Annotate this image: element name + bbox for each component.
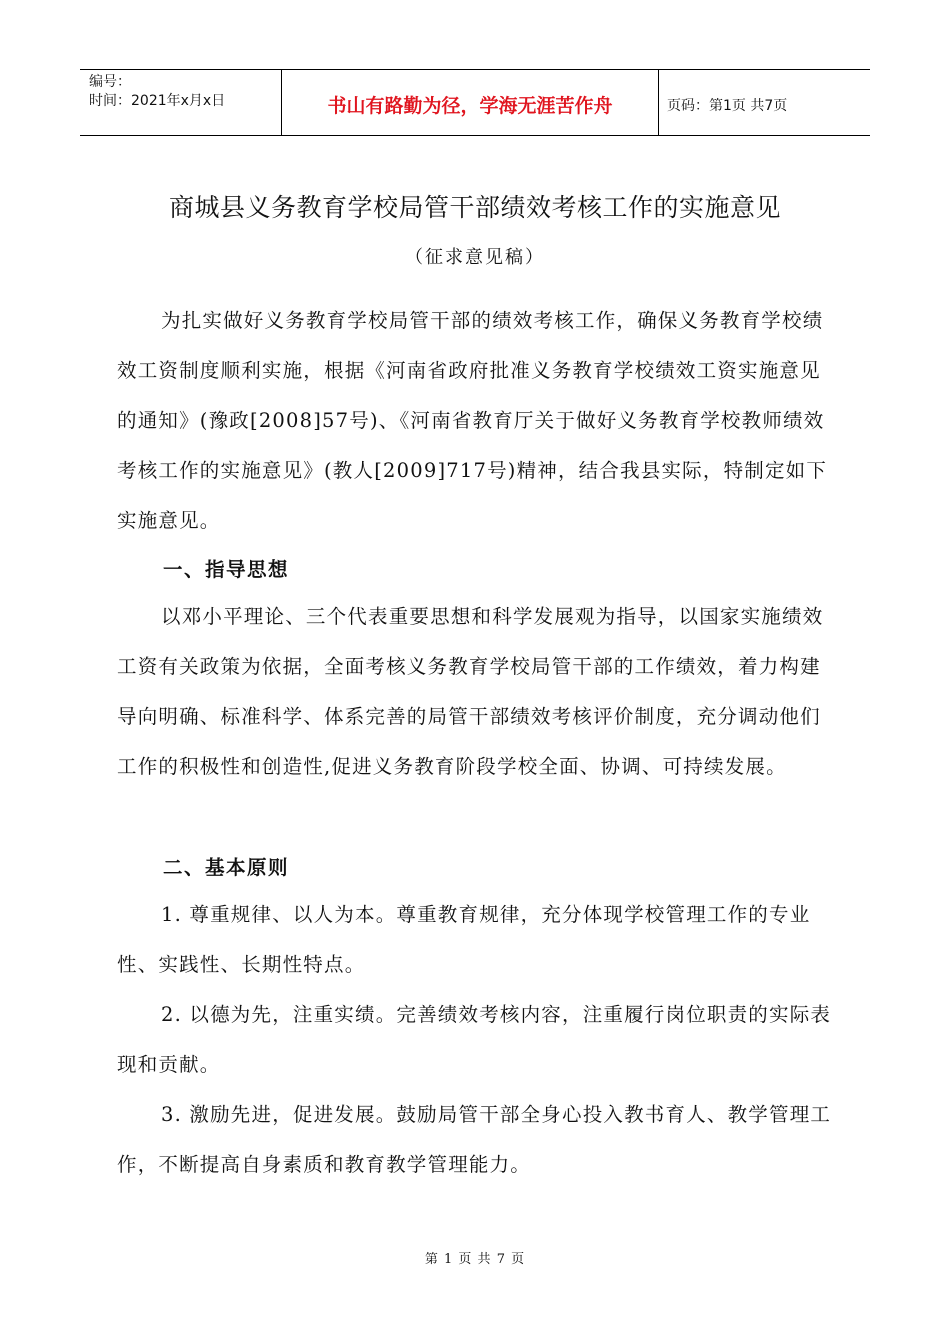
document-date-label: 时间：2021年x月x日 xyxy=(89,93,226,109)
principle-text: 3. 激励先进，促进发展。鼓励局管干部全身心投入教书育人、教学管理工作，不断提高自身素质和教育教学管理能力。 xyxy=(117,1103,832,1176)
document-header xyxy=(80,69,870,136)
document-subtitle: （征求意见稿） xyxy=(405,247,545,268)
page-footer: 第 1 页 共 7 页 xyxy=(424,1252,526,1267)
section1-paragraph xyxy=(117,592,837,792)
principle-text: 2. 以德为先，注重实绩。完善绩效考核内容，注重履行岗位职责的实际表现和贡献。 xyxy=(117,1003,832,1076)
section2-heading: 二、基本原则 xyxy=(163,856,290,879)
intro-text: 为扎实做好义务教育学校局管干部的绩效考核工作，确保义务教育学校绩效工资制度顺利实施，根据《河南省政府批准义务教育学校绩效工资实施意见的通知》(豫政[2008]57号)、《河南省教育厅关于做好义务教育学校教师绩效考核工作的实施意见》(教人[2009]717号)精神，结合我县实际，特制定如下实施意见。 xyxy=(117,309,828,532)
section1-text: 以邓小平理论、三个代表重要思想和科学发展观为指导，以国家实施绩效工资有关政策为依据，全面考核义务教育学校局管干部的工作绩效，着力构建导向明确、标准科学、体系完善的局管干部绩效考核评价制度，充分调动他们工作的积极性和创造性,促进义务教育阶段学校全面、协调、可持续发展。 xyxy=(117,605,824,778)
section1-heading: 一、指导思想 xyxy=(163,558,290,581)
intro-paragraph xyxy=(117,296,837,546)
header-page-info: 页码：第1页 共7页 xyxy=(667,97,788,114)
document-number-label: 编号： xyxy=(89,74,131,90)
header-left-cell xyxy=(80,70,282,135)
principle-text: 1. 尊重规律、以人为本。尊重教育规律，充分体现学校管理工作的专业性、实践性、长期性特点。 xyxy=(117,903,811,976)
principle-item xyxy=(117,990,837,1090)
document-title: 商城县义务教育学校局管干部绩效考核工作的实施意见 xyxy=(168,193,781,222)
header-motto: 书山有路勤为径，学海无涯苦作舟 xyxy=(282,70,659,135)
principle-item xyxy=(117,890,837,990)
principle-item xyxy=(117,1090,837,1190)
